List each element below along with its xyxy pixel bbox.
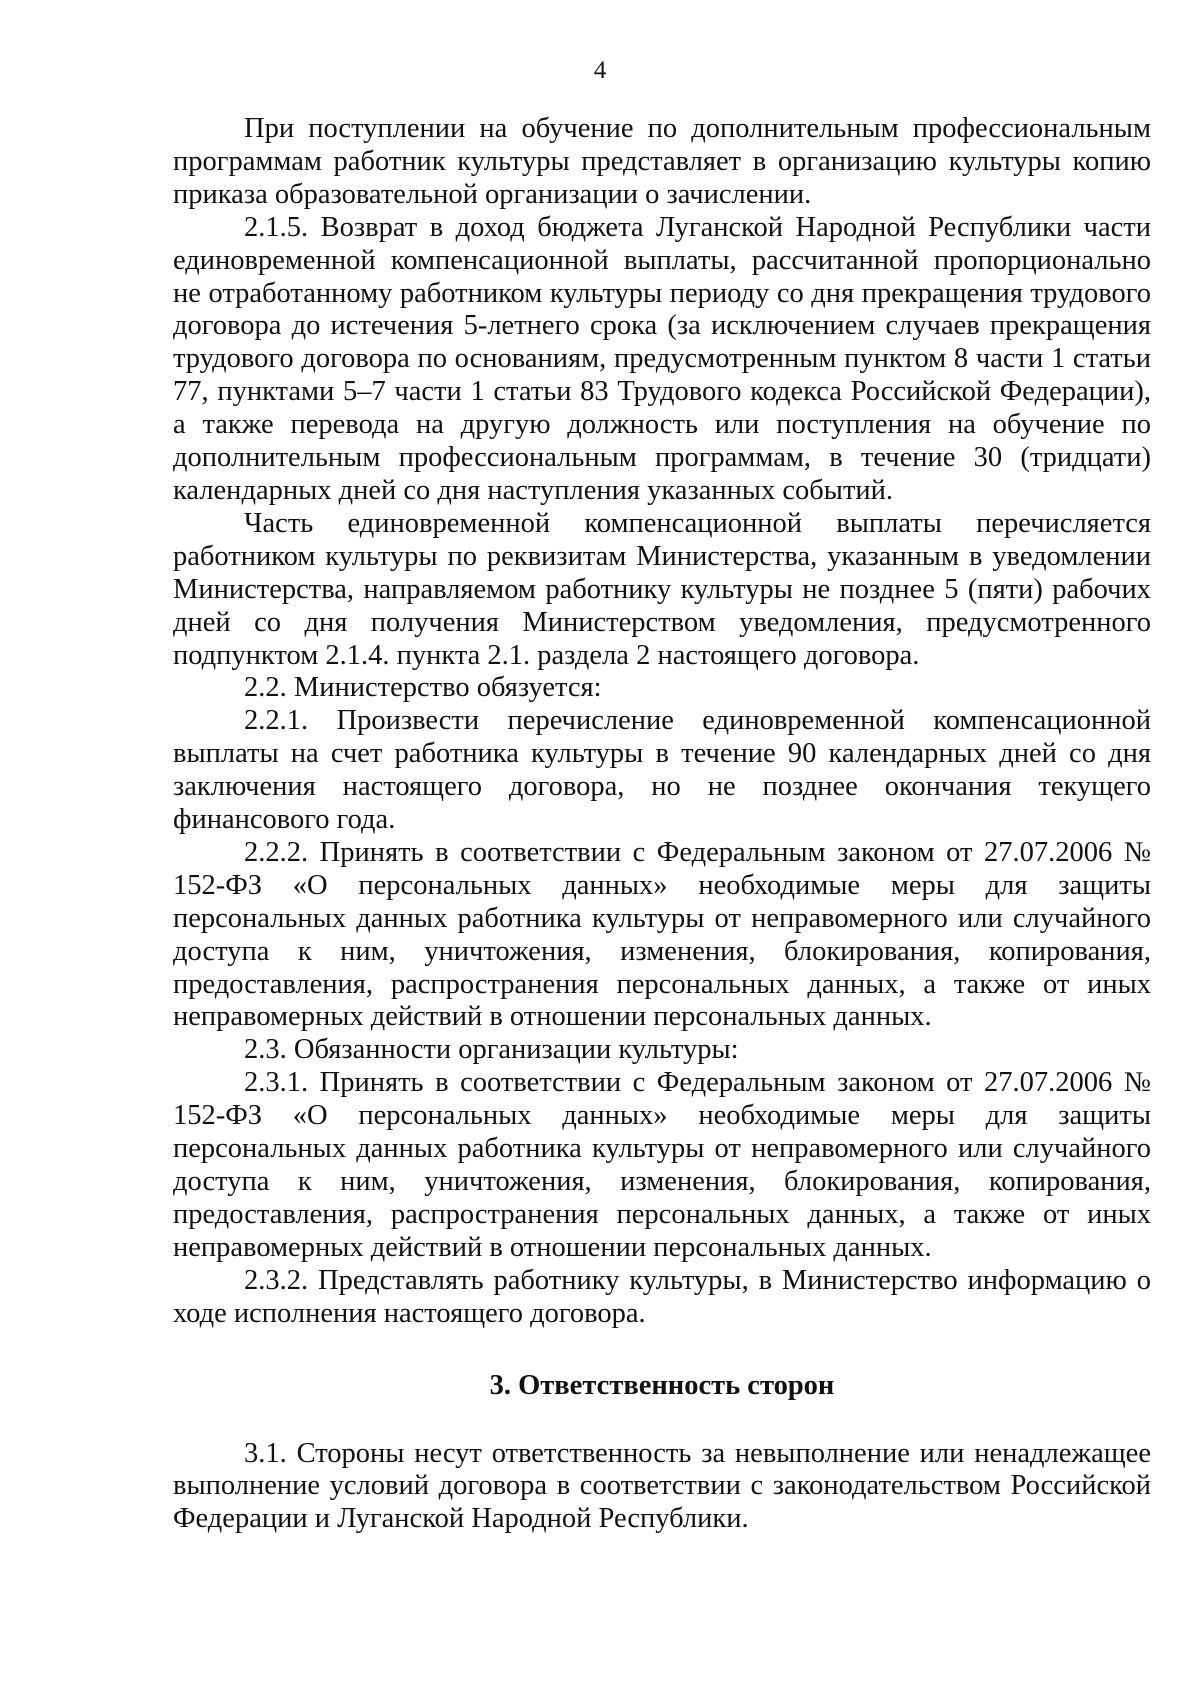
paragraph-2-3-1: 2.3.1. Принять в соответствии с Федеральным законом от 27.07.2006 № 152-ФЗ «О персональных данных» необходимые меры для защиты персональных данных работника культуры от неправомерного или случайного доступа к ним, уничтожения, изменения, блокирования, копирования, предоставления, распространения персональных данных, а также от иных неправомерных действий в отношении персональных данных. — [173, 1067, 1151, 1263]
page-number: 4 — [593, 57, 607, 84]
section-heading: 3. Ответственность сторон — [489, 1369, 835, 1401]
document-body — [173, 113, 1151, 1536]
paragraph-2-3-2: 2.3.2. Представлять работнику культуры, в Министерство информацию о ходе исполнения настоящего договора. — [173, 1264, 1151, 1329]
paragraph-2-2: 2.2. Министерство обязуется: — [244, 672, 602, 704]
paragraph-2-2-2: 2.2.2. Принять в соответствии с Федеральным законом от 27.07.2006 № 152-ФЗ «О персональных данных» необходимые меры для защиты персональных данных работника культуры от неправомерного или случайного доступа к ним, уничтожения, изменения, блокирования, копирования, предоставления, распространения персональных данных, а также от иных неправомерных действий в отношении персональных данных. — [173, 836, 1151, 1033]
paragraph-admission-copy: При поступлении на обучение по дополнительным профессиональным программам работник культуры представляет в организацию культуры копию приказа образовательной организации о зачислении. — [173, 113, 1151, 210]
paragraph-2-2-1: 2.2.1. Произвести перечисление единовременной компенсационной выплаты на счет работника культуры в течение 90 календарных дней со дня заключения настоящего договора, но не позднее окончания текущего финансового года. — [173, 705, 1151, 836]
paragraph-2-1-5: 2.1.5. Возврат в доход бюджета Луганской Народной Республики части единовременной компенсационной выплаты, рассчитанной пропорционально не отработанному работником культуры периоду со дня прекращения трудового договора до истечения 5-летнего срока (за исключением случаев прекращения трудового договора по основаниям, предусмотренным пунктом 8 части 1 статьи 77, пунктами 5–7 части 1 статьи 83 Трудового кодекса Российской Федерации), а также перевода на другую должность или поступления на обучение по дополнительным профессиональным программам, в течение 30 (тридцати) календарных дней со дня наступления указанных событий. — [173, 211, 1151, 506]
paragraph-3-1: 3.1. Стороны несут ответственность за невыполнение или ненадлежащее выполнение условий договора в соответствии с законодательством Российской Федерации и Луганской Народной Республики. — [173, 1437, 1151, 1535]
paragraph-payment-transfer: Часть единовременной компенсационной выплаты перечисляется работником культуры по реквизитам Министерства, указанным в уведомлении Министерства, направляемом работнику культуры не позднее 5 (пяти) рабочих дней со дня получения Министерством уведомления, предусмотренного подпунктом 2.1.4. пункта 2.1. раздела 2 настоящего договора. — [173, 507, 1151, 671]
paragraph-2-3: 2.3. Обязанности организации культуры: — [244, 1034, 739, 1066]
